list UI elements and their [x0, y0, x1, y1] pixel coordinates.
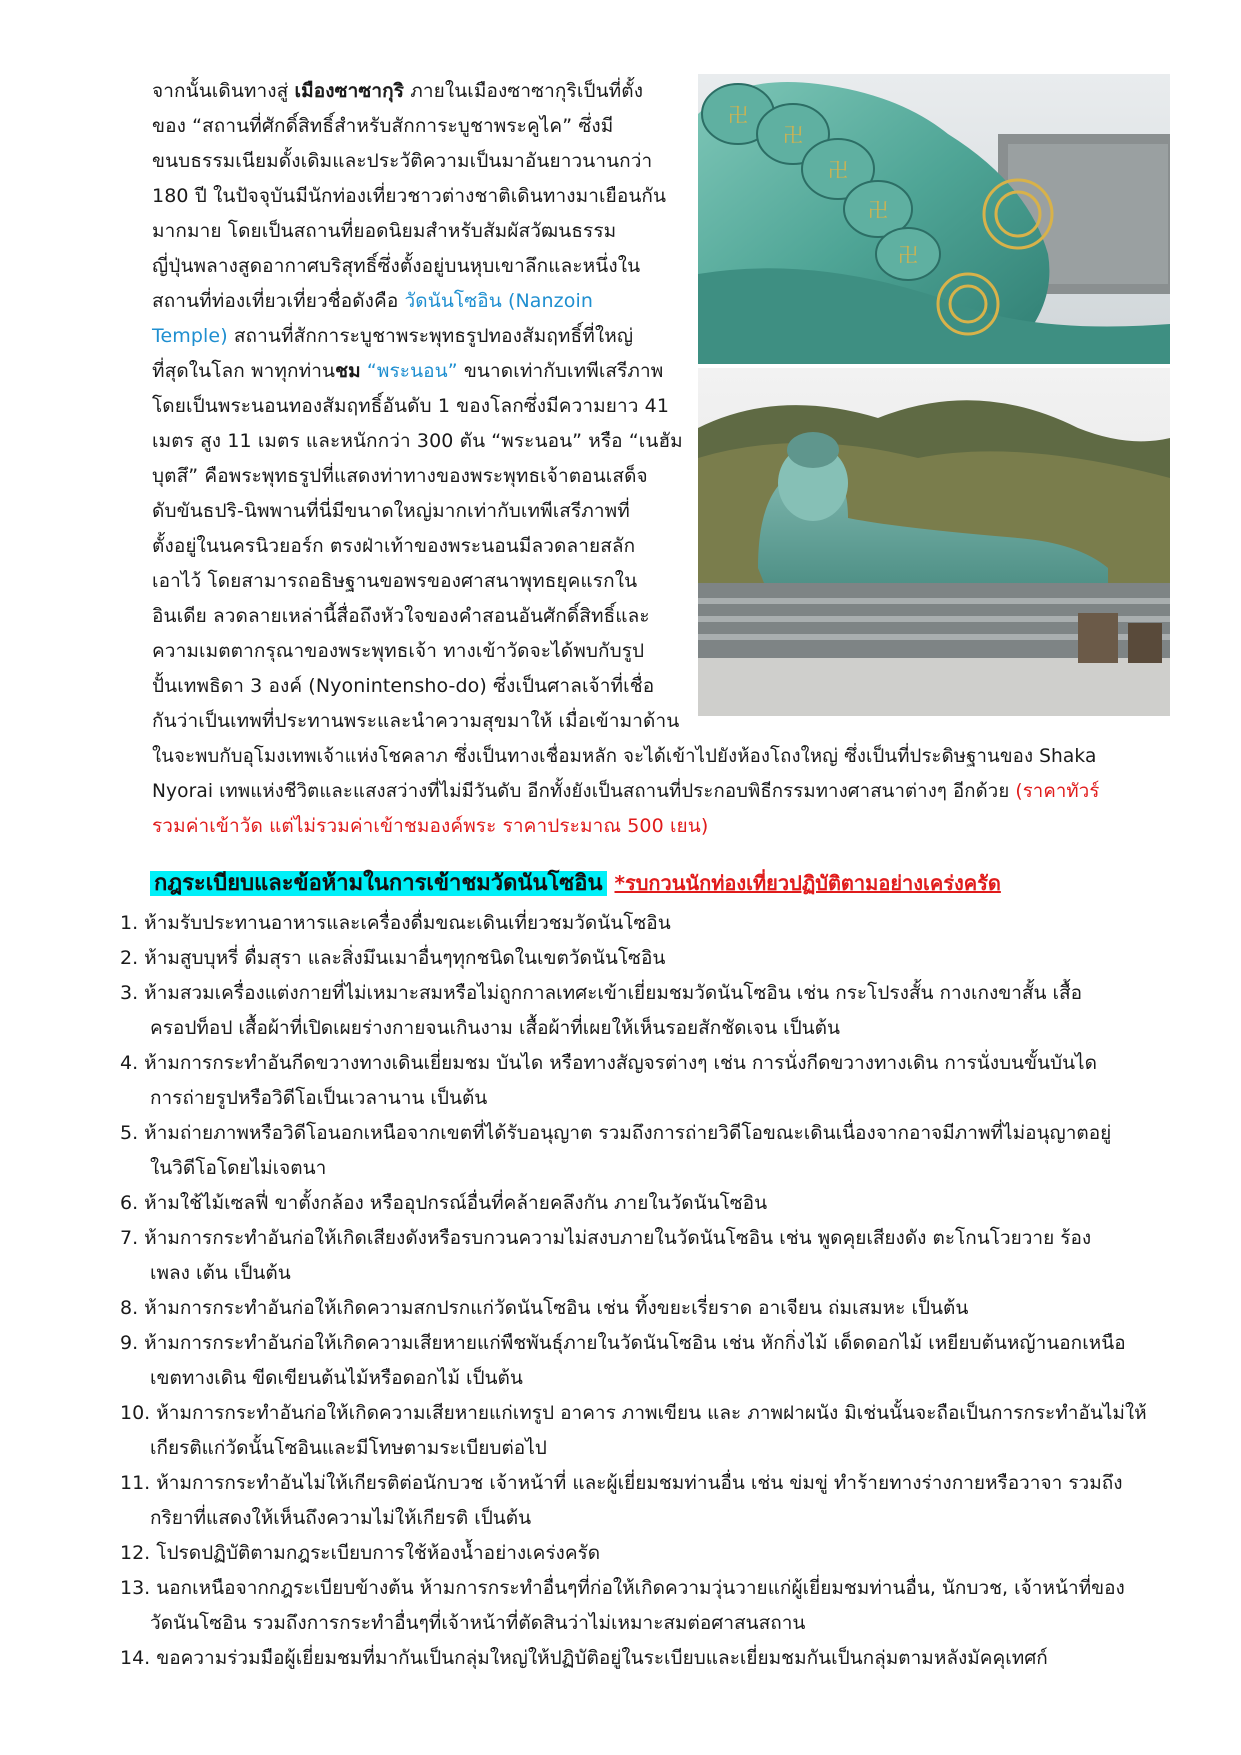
intro-line-4: 180 ปี ในปัจจุบันมีนักท่องเที่ยวชาวต่างชาติเดินทางมาเยือนกัน — [152, 185, 667, 207]
rules-warning: *รบกวนนักท่องเที่ยวปฏิบัติตามอย่างเคร่งครัด — [614, 871, 1001, 895]
reclining-buddha-term: “พระนอน” — [360, 360, 458, 382]
svg-text:卍: 卍 — [828, 158, 848, 182]
intro-line-18: ปั้นเทพธิดา 3 องค์ (Nyonintensho-do) ซึ่งเป็นศาลเจ้าที่เชื่อ — [152, 675, 655, 697]
rules-title: กฎระเบียบและข้อห้ามในการเข้าชมวัดนันโซอิน — [150, 871, 607, 896]
intro-line-8 — [152, 319, 633, 354]
intro-line-15: เอาไว้ โดยสามารถอธิษฐานขอพรของศาสนาพุทธยุคแรกใน — [152, 570, 638, 592]
temple-name-link-cont: Temple) — [152, 325, 228, 347]
intro-line-6: ญี่ปุ่นพลางสูดอากาศบริสุทธิ์ซึ่งตั้งอยู่บนหุบเขาลึกและหนึ่งใน — [152, 255, 641, 277]
intro-line-9 — [152, 354, 663, 389]
rule-item-13: 13. นอกเหนือจากกฎระเบียบข้างต้น ห้ามการกระทำอื่นๆที่ก่อให้เกิดความวุ่นวายแก่ผู้เยี่ยมชมท่านอื่น, นักบวช, เจ้าหน้าที่ของ — [120, 1577, 1125, 1599]
rule-item-11-cont: กริยาที่แสดงให้เห็นถึงความไม่ให้เกียรติ เป็นต้น — [150, 1507, 532, 1529]
intro-line-16: อินเดีย ลวดลายเหล่านี้สื่อถึงหัวใจของคำสอนอันศักดิ์สิทธิ์และ — [152, 605, 650, 627]
intro-line-7 — [152, 284, 593, 319]
rule-item-3: 3. ห้ามสวมเครื่องแต่งกายที่ไม่เหมาะสมหรือไม่ถูกกาลเทศะเข้าเยี่ยมชมวัดนันโซอิน เช่น กระโปรงสั้น กางเกงขาสั้น เสื้อ — [120, 982, 1083, 1004]
intro-line-12: บุตสึ” คือพระพุทธรูปที่แสดงท่าทางของพระพุทธเจ้าตอนเสด็จ — [152, 465, 648, 487]
intro-line-5: มากมาย โดยเป็นสถานที่ยอดนิยมสำหรับสัมผัสวัฒนธรรม — [152, 220, 617, 242]
intro-line-11: เมตร สูง 11 เมตร และหนักกว่า 300 ตัน “พระนอน” หรือ “เนฮัม — [152, 430, 683, 452]
intro-line-19: กันว่าเป็นเทพที่ประทานพระและนำความสุขมาให้ เมื่อเข้ามาด้าน — [152, 710, 680, 732]
rule-item-1: 1. ห้ามรับประทานอาหารและเครื่องดื่มขณะเดินเที่ยวชมวัดนันโซอิน — [120, 912, 671, 934]
svg-text:卍: 卍 — [728, 103, 748, 127]
rule-item-4-cont: การถ่ายรูปหรือวิดีโอเป็นเวลานาน เป็นต้น — [150, 1087, 488, 1109]
city-name: เมืองซาซากุริ — [294, 80, 405, 102]
temple-name-link: วัดนันโซอิน (Nanzoin — [404, 290, 593, 312]
buddha-feet-photo — [698, 74, 1170, 364]
rule-item-5-cont: ในวิดีโอโดยไม่เจตนา — [150, 1157, 327, 1179]
intro-line-13: ดับขันธปริ-นิพพานที่นี่มีขนาดใหญ่มากเท่ากับเทพีเสรีภาพที่ — [152, 500, 630, 522]
rule-item-9-cont: เขตทางเดิน ขีดเขียนต้นไม้หรือดอกไม้ เป็นต้น — [150, 1367, 523, 1389]
intro-line-1 — [152, 74, 643, 109]
rule-item-7: 7. ห้ามการกระทำอันก่อให้เกิดเสียงดังหรือรบกวนความไม่สงบภายในวัดนันโซอิน เช่น พูดคุยเสียงดัง ตะโกนโวยวาย ร้อง — [120, 1227, 1092, 1249]
price-note: (ราคาทัวร์ — [1015, 781, 1100, 802]
intro-text: ขนาดเท่ากับเทพีเสรีภาพ — [457, 360, 664, 382]
intro-text: จากนั้นเดินทางสู่ — [152, 80, 295, 102]
rule-item-9: 9. ห้ามการกระทำอันก่อให้เกิดความเสียหายแก่พืชพันธุ์ภายในวัดนันโซอิน เช่น หักกิ่งไม้ เด็ดดอกไม้ เหยียบต้นหญ้านอกเหนือ — [120, 1332, 1126, 1354]
intro-line-2: ของ “สถานที่ศักดิ์สิทธิ์สำหรับสักการะบูชาพระคูไค” ซึ่งมี — [152, 115, 614, 137]
intro-text: Nyorai เทพแห่งชีวิตและแสงสว่างที่ไม่มีวันดับ อีกทั้งยังเป็นสถานที่ประกอบพิธีกรรมทางศาสนาต่างๆ อีกด้วย — [152, 781, 1016, 802]
svg-text:卍: 卍 — [783, 123, 803, 147]
intro-line-10: โดยเป็นพระนอนทองสัมฤทธิ์อันดับ 1 ของโลกซึ่งมีความยาว 41 — [152, 395, 670, 417]
rules-heading — [150, 866, 1001, 900]
price-note-line: รวมค่าเข้าวัด แต่ไม่รวมค่าเข้าชมองค์พระ ราคาประมาณ 500 เยน) — [152, 815, 709, 837]
intro-text: ที่สุดในโลก พาทุกท่าน — [152, 360, 336, 382]
rule-item-6: 6. ห้ามใช้ไม้เซลฟี่ ขาตั้งกล้อง หรืออุปกรณ์อื่นที่คล้ายคลึงกัน ภายในวัดนันโซอิน — [120, 1192, 768, 1214]
intro-line-14: ตั้งอยู่ในนครนิวยอร์ก ตรงฝ่าเท้าของพระนอนมีลวดลายสลัก — [152, 535, 636, 557]
intro-line-17: ความเมตตากรุณาของพระพุทธเจ้า ทางเข้าวัดจะได้พบกับรูป — [152, 640, 645, 662]
intro-text: ภายในเมืองซาซากุริเป็นที่ตั้ง — [404, 80, 644, 102]
intro-text: สถานที่ท่องเที่ยวเที่ยวชื่อดังคือ — [152, 290, 405, 312]
rule-item-8: 8. ห้ามการกระทำอันก่อให้เกิดความสกปรกแก่วัดนันโซอิน เช่น ทิ้งขยะเรี่ยราด อาเจียน ถ่มเสมหะ เป็นต้น — [120, 1297, 969, 1319]
rule-item-12: 12. โปรดปฏิบัติตามกฎระเบียบการใช้ห้องน้ำอย่างเคร่งครัด — [120, 1542, 601, 1564]
reclining-buddha-photo — [698, 368, 1170, 716]
intro-text: สถานที่สักการะบูชาพระพุทธรูปทองสัมฤทธิ์ที่ใหญ่ — [227, 325, 634, 347]
intro-line-21 — [152, 774, 1099, 809]
rule-item-10: 10. ห้ามการกระทำอันก่อให้เกิดความเสียหายแก่เทรูป อาคาร ภาพเขียน และ ภาพฝาผนัง มิเช่นนั้นจะถือเป็นการกระทำอันไม่ให้ — [120, 1402, 1147, 1424]
rule-item-3-cont: ครอปท็อป เสื้อผ้าที่เปิดเผยร่างกายจนเกินงาม เสื้อผ้าที่เผยให้เห็นรอยสักชัดเจน เป็นต้น — [150, 1017, 840, 1039]
svg-text:卍: 卍 — [868, 198, 888, 222]
rule-item-13-cont: วัดนันโซอิน รวมถึงการกระทำอื่นๆที่เจ้าหน้าที่ตัดสินว่าไม่เหมาะสมต่อศาสนสถาน — [150, 1612, 806, 1634]
rule-item-11: 11. ห้ามการกระทำอันไม่ให้เกียรติต่อนักบวช เจ้าหน้าที่ และผู้เยี่ยมชมท่านอื่น เช่น ข่มขู่ ทำร้ายทางร่างกายหรือวาจา รวมถึง — [120, 1472, 1123, 1494]
rule-item-10-cont: เกียรติแก่วัดนั้นโซอินและมีโทษตามระเบียบต่อไป — [150, 1437, 547, 1459]
intro-bold: ชม — [335, 360, 361, 382]
rule-item-4: 4. ห้ามการกระทำอันกีดขวางทางเดินเยี่ยมชม บันได หรือทางสัญจรต่างๆ เช่น การนั่งกีดขวางทางเดิน การนั่งบนขั้นบันได — [120, 1052, 1097, 1074]
rule-item-2: 2. ห้ามสูบบุหรี่ ดื่มสุรา และสิ่งมึนเมาอื่นๆทุกชนิดในเขตวัดนันโซอิน — [120, 947, 666, 969]
rule-item-7-cont: เพลง เต้น เป็นต้น — [150, 1262, 291, 1284]
intro-line-20: ในจะพบกับอุโมงเทพเจ้าแห่งโชคลาภ ซึ่งเป็นทางเชื่อมหลัก จะได้เข้าไปยังห้องโถงใหญ่ ซึ่งเป็นที่ประดิษฐานของ Shaka — [152, 746, 1097, 767]
svg-text:卍: 卍 — [898, 243, 918, 267]
rule-item-5: 5. ห้ามถ่ายภาพหรือวิดีโอนอกเหนือจากเขตที่ได้รับอนุญาต รวมถึงการถ่ายวิดีโอขณะเดินเนื่องจากอาจมีภาพที่ไม่อนุญาตอยู่ — [120, 1122, 1112, 1144]
rule-item-14: 14. ขอความร่วมมือผู้เยี่ยมชมที่มากันเป็นกลุ่มใหญ่ให้ปฏิบัติอยู่ในระเบียบและเยี่ยมชมกันเป็นกลุ่มตามหลังมัคคุเทศก์ — [120, 1647, 1048, 1669]
intro-line-3: ขนบธรรมเนียมดั้งเดิมและประวัติความเป็นมาอันยาวนานกว่า — [152, 150, 653, 172]
